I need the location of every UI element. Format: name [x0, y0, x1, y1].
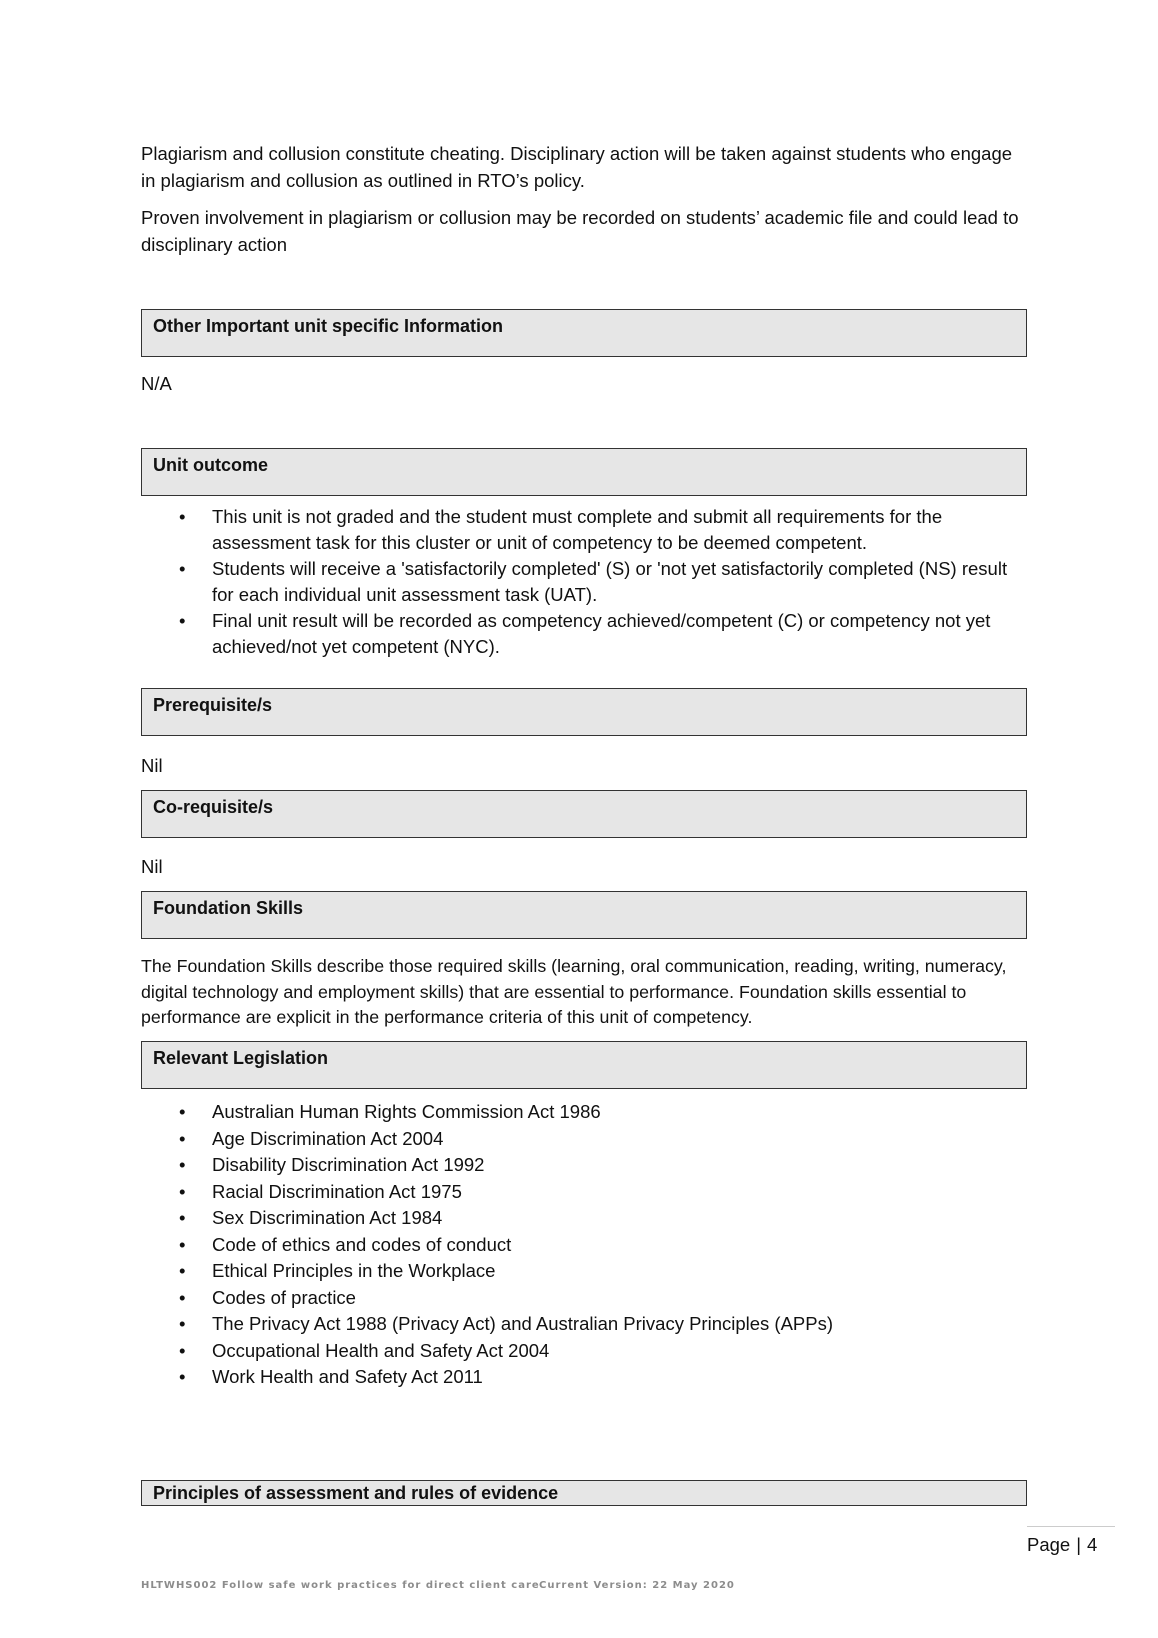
footer-version: Current Version: 22 May 2020 — [539, 1580, 735, 1591]
proven-involvement-paragraph: Proven involvement in plagiarism or collusion may be recorded on students’ academic file and could lead to disciplinary action — [141, 207, 1019, 255]
list-item: • Age Discrimination Act 2004 — [141, 1126, 1031, 1153]
page-label: Page — [1027, 1534, 1071, 1555]
principles-heading-box — [141, 1480, 1027, 1506]
other-info-heading: Other Important unit specific Information — [153, 316, 504, 336]
bullet-icon: • — [179, 558, 186, 579]
prerequisites-body: Nil — [141, 755, 163, 776]
bullet-icon: • — [179, 1260, 186, 1281]
principles-heading: Principles of assessment and rules of evidence — [153, 1483, 559, 1503]
bullet-icon: • — [179, 1127, 186, 1149]
bullet-icon: • — [179, 610, 186, 631]
bullet-icon: • — [179, 1101, 186, 1122]
bullet-icon: • — [179, 1233, 186, 1255]
footer-unit-title: HLTWHS002 Follow safe work practices for direct client care — [141, 1580, 540, 1591]
bullet-icon: • — [179, 1286, 186, 1308]
list-item: • Australian Human Rights Commission Act 1986 — [141, 1099, 1031, 1126]
foundation-heading-box — [141, 891, 1027, 939]
list-item: • Code of ethics and codes of conduct — [141, 1232, 1031, 1259]
legislation-list — [141, 1099, 1031, 1391]
bullet-icon: • — [179, 1313, 186, 1334]
legislation-heading: Relevant Legislation — [153, 1048, 329, 1068]
bullet-icon: • — [179, 1339, 186, 1361]
unit-outcome-heading-box — [141, 448, 1027, 496]
unit-outcome-heading: Unit outcome — [153, 455, 268, 475]
list-item: • Ethical Principles in the Workplace — [141, 1258, 1031, 1285]
bullet-icon: • — [179, 1154, 186, 1175]
list-item: • Racial Discrimination Act 1975 — [141, 1179, 1031, 1206]
foundation-heading: Foundation Skills — [153, 898, 304, 918]
page-number — [1027, 1533, 1097, 1557]
list-item: • Work Health and Safety Act 2011 — [141, 1364, 1031, 1391]
prerequisites-heading-box — [141, 688, 1027, 736]
list-item: • Sex Discrimination Act 1984 — [141, 1205, 1031, 1232]
bullet-icon: • — [179, 1366, 186, 1387]
unit-outcome-list — [141, 504, 1021, 660]
list-item: • Students will receive a 'satisfactorily completed' (S) or 'not yet satisfactorily completed (NS) result for each individual unit assessment task (UAT). — [179, 558, 1008, 605]
bullet-icon: • — [179, 1207, 186, 1228]
bullet-icon: • — [179, 1180, 186, 1202]
page-number-value: 4 — [1087, 1534, 1098, 1555]
other-info-heading-box — [141, 309, 1027, 357]
foundation-body: The Foundation Skills describe those required skills (learning, oral communication, reading, writing, numeracy, digital technology and employment skills) that are essential to performance. Foundation skills essential to performance are explicit in the performance criteria of this unit of competency. — [141, 956, 1007, 1027]
list-item: • Occupational Health and Safety Act 2004 — [141, 1338, 1031, 1365]
list-item: • Disability Discrimination Act 1992 — [141, 1152, 1031, 1179]
other-info-body: N/A — [141, 373, 172, 394]
corequisites-heading-box — [141, 790, 1027, 838]
legislation-heading-box — [141, 1041, 1027, 1089]
list-item: • This unit is not graded and the student must complete and submit all requirements for the assessment task for this cluster or unit of competency to be deemed competent. — [179, 506, 943, 553]
list-item: • The Privacy Act 1988 (Privacy Act) and Australian Privacy Principles (APPs) — [141, 1311, 1031, 1338]
page-separator: | — [1076, 1534, 1082, 1555]
list-item: • Final unit result will be recorded as competency achieved/competent (C) or competency not yet achieved/not yet competent (NYC). — [179, 610, 991, 657]
prerequisites-heading: Prerequisite/s — [153, 695, 273, 715]
list-item: • Codes of practice — [141, 1285, 1031, 1312]
page-number-rule — [1027, 1526, 1115, 1527]
corequisites-body: Nil — [141, 856, 163, 877]
bullet-icon: • — [179, 506, 186, 527]
corequisites-heading: Co-requisite/s — [153, 797, 274, 817]
plagiarism-paragraph: Plagiarism and collusion constitute cheating. Disciplinary action will be taken against students who engage in plagiarism and collusion as outlined in RTO’s policy. — [141, 143, 1013, 191]
